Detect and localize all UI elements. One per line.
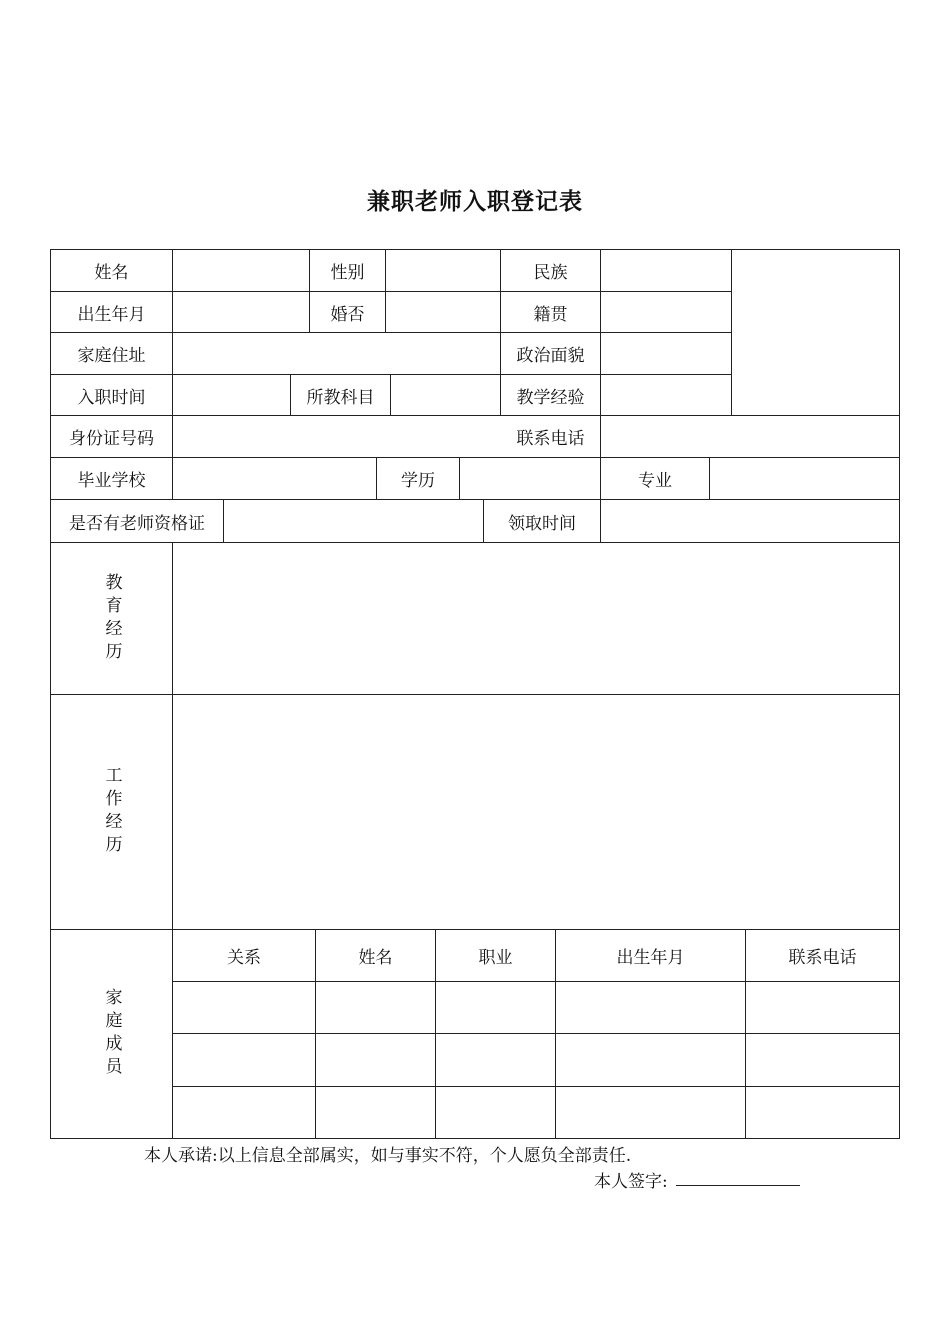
work-history-field[interactable] [173,695,899,929]
label-certificate: 是否有老师资格证 [69,513,205,534]
family-header-phone: 联系电话 [788,948,857,968]
family-header-relation: 关系 [227,948,261,968]
education-field[interactable] [460,458,600,499]
photo-box[interactable] [732,250,899,415]
phone-field[interactable] [601,416,899,457]
page-title: 兼职老师入职登记表 [367,188,583,215]
birth-field[interactable] [173,292,309,332]
label-major: 专业 [638,471,672,491]
ethnicity-field[interactable] [601,250,731,291]
family-header-birth: 出生年月 [616,948,685,968]
address-field[interactable] [173,333,500,374]
label-native-place: 籍贯 [533,304,568,325]
label-teaching-exp: 教学经验 [516,387,585,408]
family-row[interactable] [173,982,899,1033]
label-edu-history-cell [51,543,173,694]
label-name: 姓名 [94,263,129,283]
signature-line[interactable] [676,1185,800,1186]
family-row[interactable] [173,1034,899,1086]
registration-form-table [50,249,900,1139]
label-phone: 联系电话 [516,429,585,449]
label-subject: 所教科目 [306,387,375,408]
marital-field[interactable] [386,292,500,332]
label-family-cell [51,930,173,1138]
receive-time-field[interactable] [601,500,899,542]
label-marital: 婚否 [330,304,365,325]
major-field[interactable] [710,458,899,499]
label-address: 家庭住址 [77,346,146,366]
label-ethnicity: 民族 [533,263,568,283]
label-gender: 性别 [330,263,365,283]
family-row[interactable] [173,1087,899,1138]
label-edu-history: 教育经历 [101,572,122,665]
family-header-name: 姓名 [358,948,393,968]
label-work-history: 工作经历 [101,766,122,858]
family-header-occupation: 职业 [478,948,513,968]
label-entry-time: 入职时间 [77,387,146,408]
subject-field[interactable] [391,375,500,415]
teaching-exp-field[interactable] [601,375,731,415]
political-field[interactable] [601,333,731,374]
promise-statement: 本人承诺:以上信息全部属实，如与事实不符，个人愿负全部责任. [144,1146,632,1166]
label-school: 毕业学校 [77,471,146,491]
label-work-history-cell [51,695,173,929]
gender-field[interactable] [386,250,500,291]
native-place-field[interactable] [601,292,731,332]
edu-history-field[interactable] [173,543,899,694]
id-number-field[interactable] [173,416,500,457]
label-birth: 出生年月 [77,304,146,325]
label-receive-time: 领取时间 [508,513,576,534]
entry-time-field[interactable] [173,375,290,415]
label-education: 学历 [401,471,435,491]
name-field[interactable] [173,250,309,291]
label-political: 政治面貌 [516,346,585,366]
label-family: 家庭成员 [101,988,122,1080]
signature-label: 本人签字: [594,1172,668,1192]
certificate-field[interactable] [224,500,483,542]
school-field[interactable] [173,458,376,499]
label-id-number: 身份证号码 [69,429,154,449]
